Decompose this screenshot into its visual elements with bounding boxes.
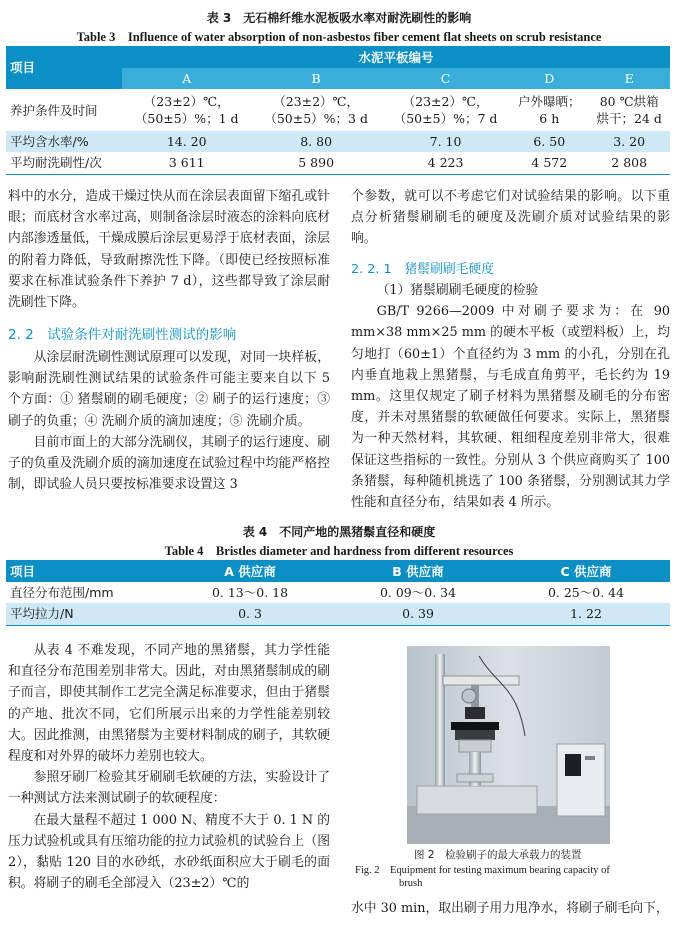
table4-col-header: B 供应商 <box>392 563 444 579</box>
table-cell: （23±2）℃， （50±5）%；3 d <box>264 94 368 126</box>
right-paragraph-3: 水中 30 min，取出刷子用力甩净水，将刷子刷毛向下， <box>351 901 669 916</box>
table-cell: 0. 13～0. 18 <box>211 585 289 600</box>
table3-caption-cn: 表 3 无石棉纤维水泥板吸水率对耐洗刷性的影响 <box>206 11 472 25</box>
figure-2-caption-cn: 图 2 检验刷子的最大承载力的装置 <box>414 849 582 861</box>
table4-caption-cn: 表 4 不同产地的黑猪鬃直径和硬度 <box>242 525 436 539</box>
table-cell: 5 890 <box>298 155 335 171</box>
table-cell: 80 ℃烘箱 烘干；24 d <box>596 94 662 126</box>
table4-row-label: 平均拉力/N <box>10 606 74 622</box>
figure-2-photo <box>407 646 610 844</box>
table-cell: 4 223 <box>427 155 464 171</box>
table-cell: 6. 50 <box>533 134 566 149</box>
right-paragraph-1: 个参数，就可以不考虑它们对试验结果的影响。以下重点分析猪鬃刷刷毛的硬度及洗刷介质对试验结果的影响。 <box>351 189 670 247</box>
table-cell: 0. 3 <box>238 606 262 622</box>
table3-row-label: 平均耐洗刷性/次 <box>10 155 102 171</box>
table-cell: 户外曝晒； 6 h <box>518 94 581 126</box>
table-cell: （23±2）℃， （50±5）%；1 d <box>134 94 239 126</box>
table4-row-label: 直径分布范围/mm <box>10 585 114 600</box>
table-cell: 14. 20 <box>166 134 207 149</box>
left-paragraph-3: 从表 4 不难发现，不同产地的黑猪鬃，其力学性能和直径分布范围差别非常大。因此，对由黑猪鬃制成的刷子而言，即使其制作工艺完全满足标准要求，但由于猪鬃的产地、批次不同，它们所展示出来的力学性能差别较大。因此推测，由黑猪鬃为主要材料制成的刷子，其软硬程度和对外界的破坏力差别也较大。 参照牙刷厂检验其牙刷刷毛软硬的方法，实验设计了一种测试方法来测试刷子的软硬程度： 在最大量程不超过 1 000 N、精度不大于 0. 1 N 的压力试验机或具有压缩功能的拉力试验机的试验台上（图 2），黏贴 120 目的水砂纸，水砂纸面积应大于刷毛的面积。将刷子的刷毛全部浸入（23±2）℃的 <box>8 643 330 892</box>
left-paragraph-2: 从涂层耐洗刷性测试原理可以发现，对同一块样板，影响耐洗刷性测试结果的试验条件可能主要来自以下 5 个方面：① 猪鬃刷的刷毛硬度；② 刷子的运行速度；③ 刷子的负重；④ 洗刷介质的滴加速度；⑤ 洗刷介质。 目前市面上的大部分洗刷仪，其刷子的运行速度、刷子的负重及洗刷介质的滴加速度在试验过程中均能严格控制，即试验人员只要按标准要求设置这 3 <box>8 350 330 493</box>
table4-item-header: 项目 <box>10 563 36 579</box>
table4-col-header: C 供应商 <box>560 563 612 579</box>
table-row <box>6 89 670 131</box>
table-row <box>6 603 670 625</box>
table3-col-header: A <box>182 71 192 86</box>
table-cell: 3. 20 <box>613 134 646 149</box>
table-cell: 1. 22 <box>570 606 602 622</box>
table3-row-label: 平均含水率/% <box>10 134 89 149</box>
table3-col-header: E <box>624 71 634 86</box>
table-cell: 0. 25～0. 44 <box>547 585 625 600</box>
table4 <box>6 560 670 626</box>
table-cell: 0. 09～0. 34 <box>379 585 457 600</box>
right-paragraph-2: （1）猪鬃刷刷毛硬度的检验 GB/T 9266—2009 中对刷子要求为：在 90 mm×38 mm×25 mm 的硬木平板（或塑料板）上，均匀地打（60±1）个直径约为 3 mm 的小孔，分别在孔内垂直地栽上黑猪鬃，与毛成直角剪平，毛长约为 19 mm。这里仅规定了刷子材料为黑猪鬃及刷毛的分布密度，并未对黑猪鬃的软硬做任何要求。实际上，黑猪鬃为一种天然材料，其软硬、粗细程度差别非常大，很难保证这些指标的一致性。分别从 3 个供应商购买了 100 条猪鬃，每种随机挑选了 100 条猪鬃，分别测试其力学性能和直径分布，结果如表 4 所示。 <box>351 283 670 511</box>
table3-col-header: B <box>311 71 321 86</box>
table3-item-header: 项目 <box>10 60 36 75</box>
table-cell: 7. 10 <box>429 134 462 149</box>
table-row <box>6 131 670 152</box>
table3-col-header: D <box>544 71 555 86</box>
figure-2-caption-en: Fig. 2 Equipment for testing maximum bearing capacity of brush <box>355 865 610 889</box>
table3-group-header: 水泥平板编号 <box>358 49 434 65</box>
section-heading-2-2: 2. 2 试验条件对耐洗刷性测试的影响 <box>8 327 237 343</box>
section-heading-2-2-1: 2. 2. 1 猪鬃刷刷毛硬度 <box>351 262 495 277</box>
table-cell: （23±2）℃， （50±5）%；7 d <box>393 94 498 126</box>
table-cell: 4 572 <box>531 155 568 171</box>
table-cell: 2 808 <box>611 155 648 171</box>
table3-caption-en: Table 3 Influence of water absorption of non-asbestos fiber cement flat sheets on scrub resistance <box>76 30 602 44</box>
left-paragraph-1: 料中的水分，造成干燥过快从而在涂层表面留下缩孔或针眼；而底材含水率过高，则制备涂层时液态的涂料向底材内部渗透量低，干燥成膜后涂层更易浮于底材表面，涂层的附着力降低，导致耐擦洗性下降。（即使已经按照标准要求在标准试验条件下养护 7 d），这些都导致了涂层耐洗刷性下降。 <box>8 189 330 311</box>
table3-row-label: 养护条件及时间 <box>10 102 98 118</box>
table3 <box>6 46 670 175</box>
table-cell: 3 611 <box>168 155 205 171</box>
table4-caption-en: Table 4 Bristles diameter and hardness from different resources <box>164 544 514 558</box>
table-row <box>6 582 670 603</box>
table-row <box>6 152 670 174</box>
table-cell: 8. 80 <box>300 134 333 149</box>
table-cell: 0. 39 <box>402 606 434 622</box>
table3-col-header: C <box>440 71 451 86</box>
testing-machine-illustration <box>407 646 610 844</box>
table4-col-header: A 供应商 <box>224 563 276 579</box>
